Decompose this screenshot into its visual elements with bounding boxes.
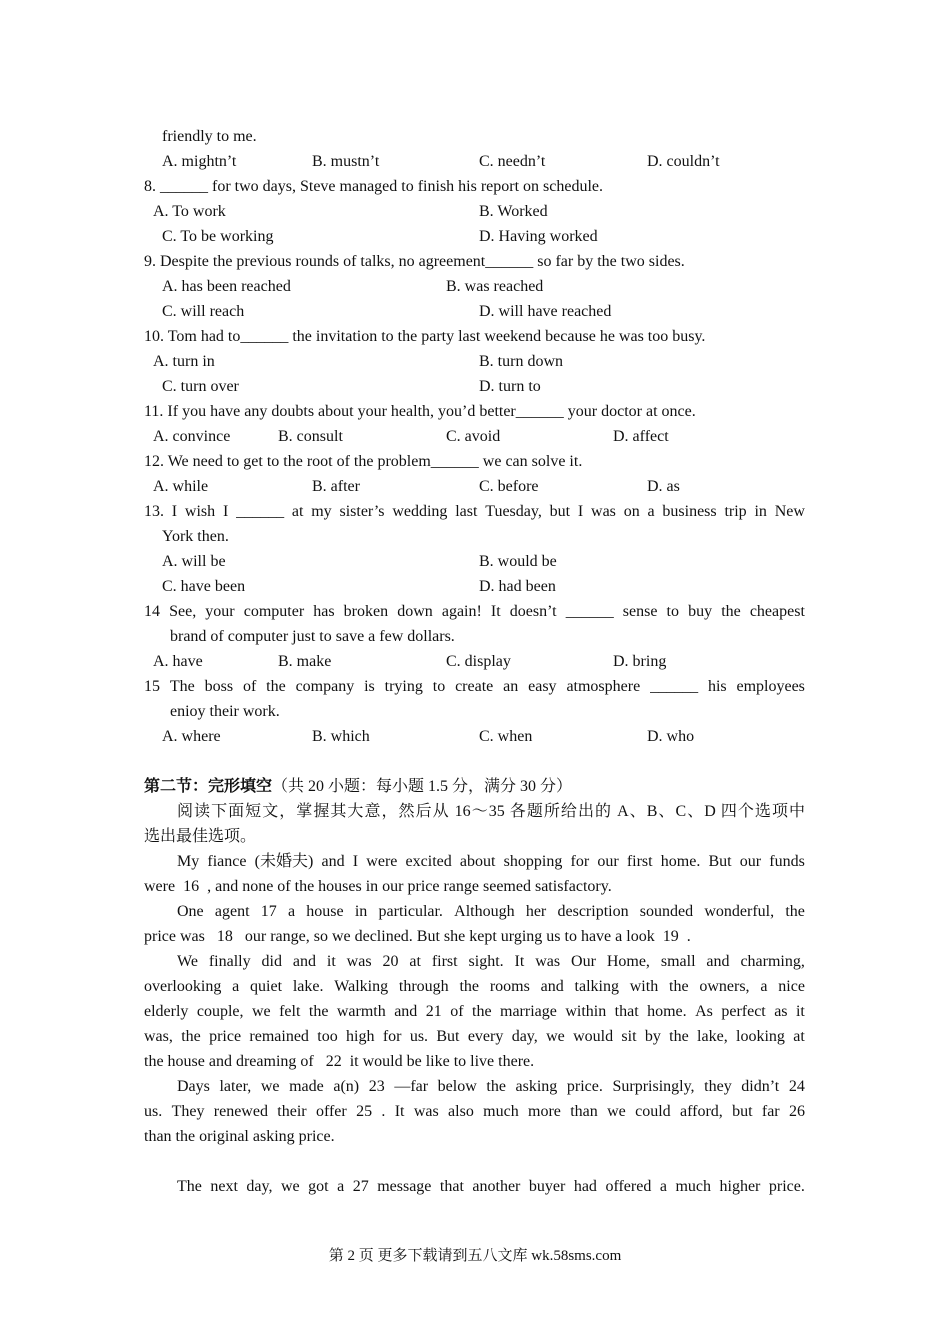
word: your	[205, 603, 235, 620]
q8-option-c: C. To be working	[162, 228, 274, 245]
word: than	[570, 1103, 598, 1120]
q7-option-a: A. mightn’t	[162, 153, 237, 170]
passage-line: price was 18 our range, so we declined. But she kept urging us to have a look 19 .	[144, 928, 691, 945]
word: got	[308, 1178, 329, 1195]
word: us.	[409, 1028, 429, 1045]
word: again!	[441, 603, 482, 620]
word: ______	[565, 603, 614, 620]
word: sister’s	[339, 503, 385, 520]
word: It	[490, 603, 501, 620]
word: the	[669, 1028, 689, 1045]
word: rooms	[489, 978, 530, 995]
word: business	[662, 503, 717, 520]
q12-option-d: D. as	[647, 478, 680, 495]
q15-stem-continuation: enioy their work.	[170, 703, 280, 720]
word: a	[647, 503, 655, 520]
word: the	[472, 1003, 492, 1020]
word: See,	[169, 603, 197, 620]
word: 17	[260, 903, 277, 920]
q14-stem-continuation: brand of computer just to save a few dollars.	[170, 628, 455, 645]
word: 21	[425, 1003, 442, 1020]
q8-option-b: B. Worked	[479, 203, 548, 220]
q8-stem: 8. ______ for two days, Steve managed to finish his report on schedule.	[144, 178, 604, 195]
word: Days	[177, 1078, 210, 1095]
word: description	[557, 903, 629, 920]
word: about	[459, 853, 496, 870]
word: But	[436, 1028, 460, 1045]
word: lake.	[292, 978, 324, 995]
word: 14	[144, 603, 160, 620]
q9-option-c: C. will reach	[162, 303, 245, 320]
word: the	[459, 978, 480, 995]
word: 20	[382, 953, 399, 970]
word: computer	[243, 603, 305, 620]
word: particular.	[378, 903, 443, 920]
word: easy	[528, 678, 557, 695]
word: his	[707, 678, 727, 695]
section2-heading-line	[144, 777, 572, 797]
word: lake,	[697, 1028, 728, 1045]
section2-heading-note: （共 20 小题：每小题 1.5 分，满分 30 分）	[272, 778, 573, 795]
section2-instruction-continuation: 选出最佳选项。	[144, 828, 257, 845]
word: a	[760, 978, 768, 995]
word: we	[280, 1178, 300, 1195]
word: we	[260, 1078, 280, 1095]
word: first	[626, 853, 653, 870]
word: through	[398, 978, 449, 995]
q13-option-a: A. will be	[162, 553, 226, 570]
word: wonderful,	[704, 903, 775, 920]
q13-option-d: D. had been	[479, 578, 556, 595]
q15-option-c: C. when	[479, 728, 533, 745]
word: at	[409, 953, 421, 970]
word: also	[448, 1103, 474, 1120]
word: I	[352, 853, 359, 870]
passage-line	[144, 977, 805, 997]
word: The	[169, 678, 195, 695]
word: down	[397, 603, 433, 620]
word: overlooking	[144, 978, 222, 995]
word: But	[708, 853, 732, 870]
word: the	[785, 903, 805, 920]
word: was	[591, 503, 616, 520]
word: house	[306, 903, 344, 920]
q14-option-d: D. bring	[613, 653, 667, 670]
word: it	[326, 953, 336, 970]
passage-line	[177, 902, 805, 922]
word: didn’t	[741, 1078, 780, 1095]
word: trying	[384, 678, 423, 695]
word: 15	[144, 678, 160, 695]
word: by	[644, 1028, 661, 1045]
word: It	[394, 1103, 405, 1120]
q11-option-d: D. affect	[613, 428, 669, 445]
word: the	[181, 1028, 201, 1045]
word: One	[177, 903, 204, 920]
word: remained	[249, 1028, 309, 1045]
word: the	[308, 1003, 329, 1020]
q9-option-a: A. has been reached	[162, 278, 291, 295]
passage-line: the house and dreaming of 22 it would be like to live there.	[144, 1053, 535, 1070]
word: a	[232, 978, 240, 995]
word: every	[467, 1028, 504, 1045]
q14-stem	[144, 602, 805, 622]
word: Our	[571, 953, 596, 970]
word: The	[177, 1178, 202, 1195]
word: with	[629, 978, 659, 995]
word: day,	[511, 1028, 538, 1045]
word: boss	[204, 678, 234, 695]
word: wedding	[392, 503, 448, 520]
word: a	[337, 1178, 345, 1195]
word: funds	[769, 853, 805, 870]
word: doesn’t	[509, 603, 557, 620]
word: Tuesday,	[485, 503, 542, 520]
word: in	[354, 903, 368, 920]
word: broken	[343, 603, 389, 620]
word: next	[210, 1178, 238, 1195]
word: perfect	[721, 1003, 766, 1020]
word: at	[291, 503, 304, 520]
q10-option-b: B. turn down	[479, 353, 563, 370]
word: much	[675, 1178, 711, 1195]
q13-option-c: C. have been	[162, 578, 246, 595]
word: We	[177, 953, 198, 970]
word: 26	[788, 1103, 805, 1120]
word: a	[287, 903, 296, 920]
word: They	[171, 1103, 205, 1120]
q15-option-b: B. which	[312, 728, 370, 745]
q9-option-b: B. was reached	[446, 278, 544, 295]
word: higher	[719, 1178, 761, 1195]
q12-option-a: A. while	[153, 478, 209, 495]
q7-stem-continuation: friendly to me.	[162, 128, 257, 145]
passage-line	[177, 1077, 805, 1097]
word: has	[313, 603, 335, 620]
word: too	[317, 1028, 338, 1045]
word: to	[666, 603, 679, 620]
q13-option-b: B. would be	[479, 553, 557, 570]
q15-stem	[144, 677, 805, 697]
word: warmth	[336, 1003, 386, 1020]
q13-stem	[144, 502, 805, 522]
word: home.	[660, 853, 701, 870]
word: charming,	[740, 953, 805, 970]
word: finally	[208, 953, 251, 970]
word: agent	[214, 903, 250, 920]
word: our	[739, 853, 762, 870]
word: small	[660, 953, 696, 970]
q15-option-a: A. where	[162, 728, 221, 745]
word: 24	[788, 1078, 805, 1095]
word: high	[346, 1028, 375, 1045]
q7-option-d: D. couldn’t	[647, 153, 720, 170]
word: my	[311, 503, 332, 520]
word: It	[514, 953, 525, 970]
word: atmosphere	[566, 678, 641, 695]
word: but	[732, 1103, 753, 1120]
word: asking	[515, 1078, 558, 1095]
word: was	[535, 953, 561, 970]
q8-option-d: D. Having worked	[479, 228, 598, 245]
q10-option-a: A. turn in	[153, 353, 215, 370]
word: that	[614, 1003, 639, 1020]
word: looking	[736, 1028, 785, 1045]
word: shopping	[503, 853, 563, 870]
word: New	[774, 503, 805, 520]
word: cheapest	[749, 603, 805, 620]
word: elderly	[144, 1003, 189, 1020]
word: afford,	[679, 1103, 723, 1120]
word: her	[525, 903, 547, 920]
word: did	[261, 953, 282, 970]
word: offer	[315, 1103, 347, 1120]
word: for	[382, 1028, 402, 1045]
word: the	[669, 978, 689, 995]
word: within	[565, 1003, 607, 1020]
page-footer: 第 2 页 更多下载请到五八文库 wk.58sms.com	[328, 1248, 622, 1264]
word: their	[277, 1103, 307, 1120]
word: Walking	[334, 978, 389, 995]
word: was	[413, 1103, 439, 1120]
q10-stem: 10. Tom had to______ the invitation to the party last weekend because he was too busy.	[144, 328, 706, 345]
word: owners,	[699, 978, 750, 995]
word: but	[549, 503, 571, 520]
word: create	[455, 678, 494, 695]
word: and	[394, 1003, 418, 1020]
passage-line	[144, 1102, 805, 1122]
word: price	[209, 1028, 242, 1045]
passage-line	[177, 852, 805, 872]
word: company	[295, 678, 355, 695]
q14-option-b: B. make	[278, 653, 332, 670]
word: I	[171, 503, 178, 520]
word: 23	[368, 1078, 385, 1095]
word: the	[266, 678, 286, 695]
word: renewed	[213, 1103, 268, 1120]
word: —far	[394, 1078, 429, 1095]
word: sit	[621, 1028, 637, 1045]
q11-option-c: C. avoid	[446, 428, 501, 445]
word: employees	[736, 678, 805, 695]
word: in	[754, 503, 767, 520]
word: far	[761, 1103, 780, 1120]
word: at	[793, 1028, 805, 1045]
word: Home,	[606, 953, 650, 970]
word: I	[222, 503, 229, 520]
q14-option-c: C. display	[446, 653, 511, 670]
word: Surprisingly,	[612, 1078, 695, 1095]
q11-option-a: A. convince	[153, 428, 231, 445]
word: offered	[605, 1178, 652, 1195]
section2-instruction: 阅读下面短文，掌握其大意，然后从 16～35 各题所给出的 A、B、C、D 四个选项中	[177, 803, 805, 820]
word: a	[659, 1178, 667, 1195]
word: of	[242, 678, 257, 695]
q15-option-d: D. who	[647, 728, 695, 745]
word: sounded	[639, 903, 694, 920]
word: were	[366, 853, 398, 870]
q9-stem: 9. Despite the previous rounds of talks, no agreement______ so far by the two sides.	[144, 253, 685, 270]
word: ______	[650, 678, 699, 695]
word: nice	[778, 978, 805, 995]
word: 27	[352, 1178, 369, 1195]
passage-line	[177, 1177, 805, 1197]
q11-option-b: B. consult	[278, 428, 343, 445]
word: (未婚夫)	[254, 853, 314, 870]
word: was,	[144, 1028, 173, 1045]
word: of	[450, 1003, 464, 1020]
word: to	[432, 678, 446, 695]
word: As	[695, 1003, 713, 1020]
word: price.	[566, 1078, 603, 1095]
q7-option-b: B. mustn’t	[312, 153, 380, 170]
word: more	[528, 1103, 561, 1120]
word: sense	[622, 603, 658, 620]
word: the	[721, 603, 741, 620]
word: we	[546, 1028, 565, 1045]
word: and	[706, 953, 730, 970]
q10-option-c: C. turn over	[162, 378, 239, 395]
passage-line: were 16 , and none of the houses in our price range seemed satisfactory.	[144, 878, 612, 895]
q12-stem: 12. We need to get to the root of the problem______ we can solve it.	[144, 453, 583, 470]
q9-option-d: D. will have reached	[479, 303, 612, 320]
q14-option-a: A. have	[153, 653, 203, 670]
word: on	[623, 503, 640, 520]
word: Although	[454, 903, 515, 920]
word: as	[774, 1003, 788, 1020]
word: it	[795, 1003, 805, 1020]
word: our	[597, 853, 619, 870]
q11-stem: 11. If you have any doubts about your health, you’d better______ your doctor at once.	[144, 403, 696, 420]
word: we	[251, 1003, 271, 1020]
word: and	[292, 953, 316, 970]
word: the	[486, 1078, 506, 1095]
word: 25	[356, 1103, 373, 1120]
word: could	[635, 1103, 671, 1120]
word: fiance	[207, 853, 247, 870]
word: 13.	[144, 503, 164, 520]
word: couple,	[196, 1003, 244, 1020]
word: ______	[236, 503, 285, 520]
word: us.	[144, 1103, 163, 1120]
q7-option-c: C. needn’t	[479, 153, 546, 170]
word: price.	[768, 1178, 805, 1195]
word: and	[321, 853, 345, 870]
word: home.	[647, 1003, 687, 1020]
word: My	[177, 853, 200, 870]
passage-line	[177, 952, 805, 972]
word: buyer	[528, 1178, 566, 1195]
word: another	[472, 1178, 521, 1195]
word: later,	[219, 1078, 252, 1095]
word: and	[540, 978, 564, 995]
passage-line: than the original asking price.	[144, 1128, 335, 1145]
word: quiet	[250, 978, 283, 995]
word: day,	[246, 1178, 273, 1195]
word: had	[573, 1178, 597, 1195]
q8-option-a: A. To work	[153, 203, 226, 220]
q13-stem-continuation: York then.	[162, 528, 229, 545]
word: last	[455, 503, 478, 520]
word: trip	[724, 503, 747, 520]
word: marriage	[500, 1003, 557, 1020]
section2-heading: 第二节：完形填空	[144, 778, 273, 795]
passage-line	[144, 1027, 805, 1047]
word: wish	[184, 503, 216, 520]
word: .	[381, 1103, 386, 1120]
word: talking	[574, 978, 619, 995]
word: an	[503, 678, 519, 695]
word: message	[377, 1178, 432, 1195]
q12-option-c: C. before	[479, 478, 539, 495]
word: we	[607, 1103, 626, 1120]
word: much	[483, 1103, 519, 1120]
word: buy	[688, 603, 713, 620]
word: sight.	[468, 953, 504, 970]
word: I	[577, 503, 584, 520]
q12-option-b: B. after	[312, 478, 360, 495]
word: excited	[405, 853, 452, 870]
passage-line	[144, 1002, 805, 1022]
word: for	[570, 853, 590, 870]
word: is	[364, 678, 375, 695]
word: a(n)	[333, 1078, 360, 1095]
word: that	[439, 1178, 464, 1195]
word: was	[346, 953, 372, 970]
word: would	[573, 1028, 614, 1045]
word: felt	[279, 1003, 301, 1020]
word: below	[437, 1078, 477, 1095]
word: they	[704, 1078, 732, 1095]
word: first	[431, 953, 458, 970]
word: made	[289, 1078, 324, 1095]
q10-option-d: D. turn to	[479, 378, 541, 395]
